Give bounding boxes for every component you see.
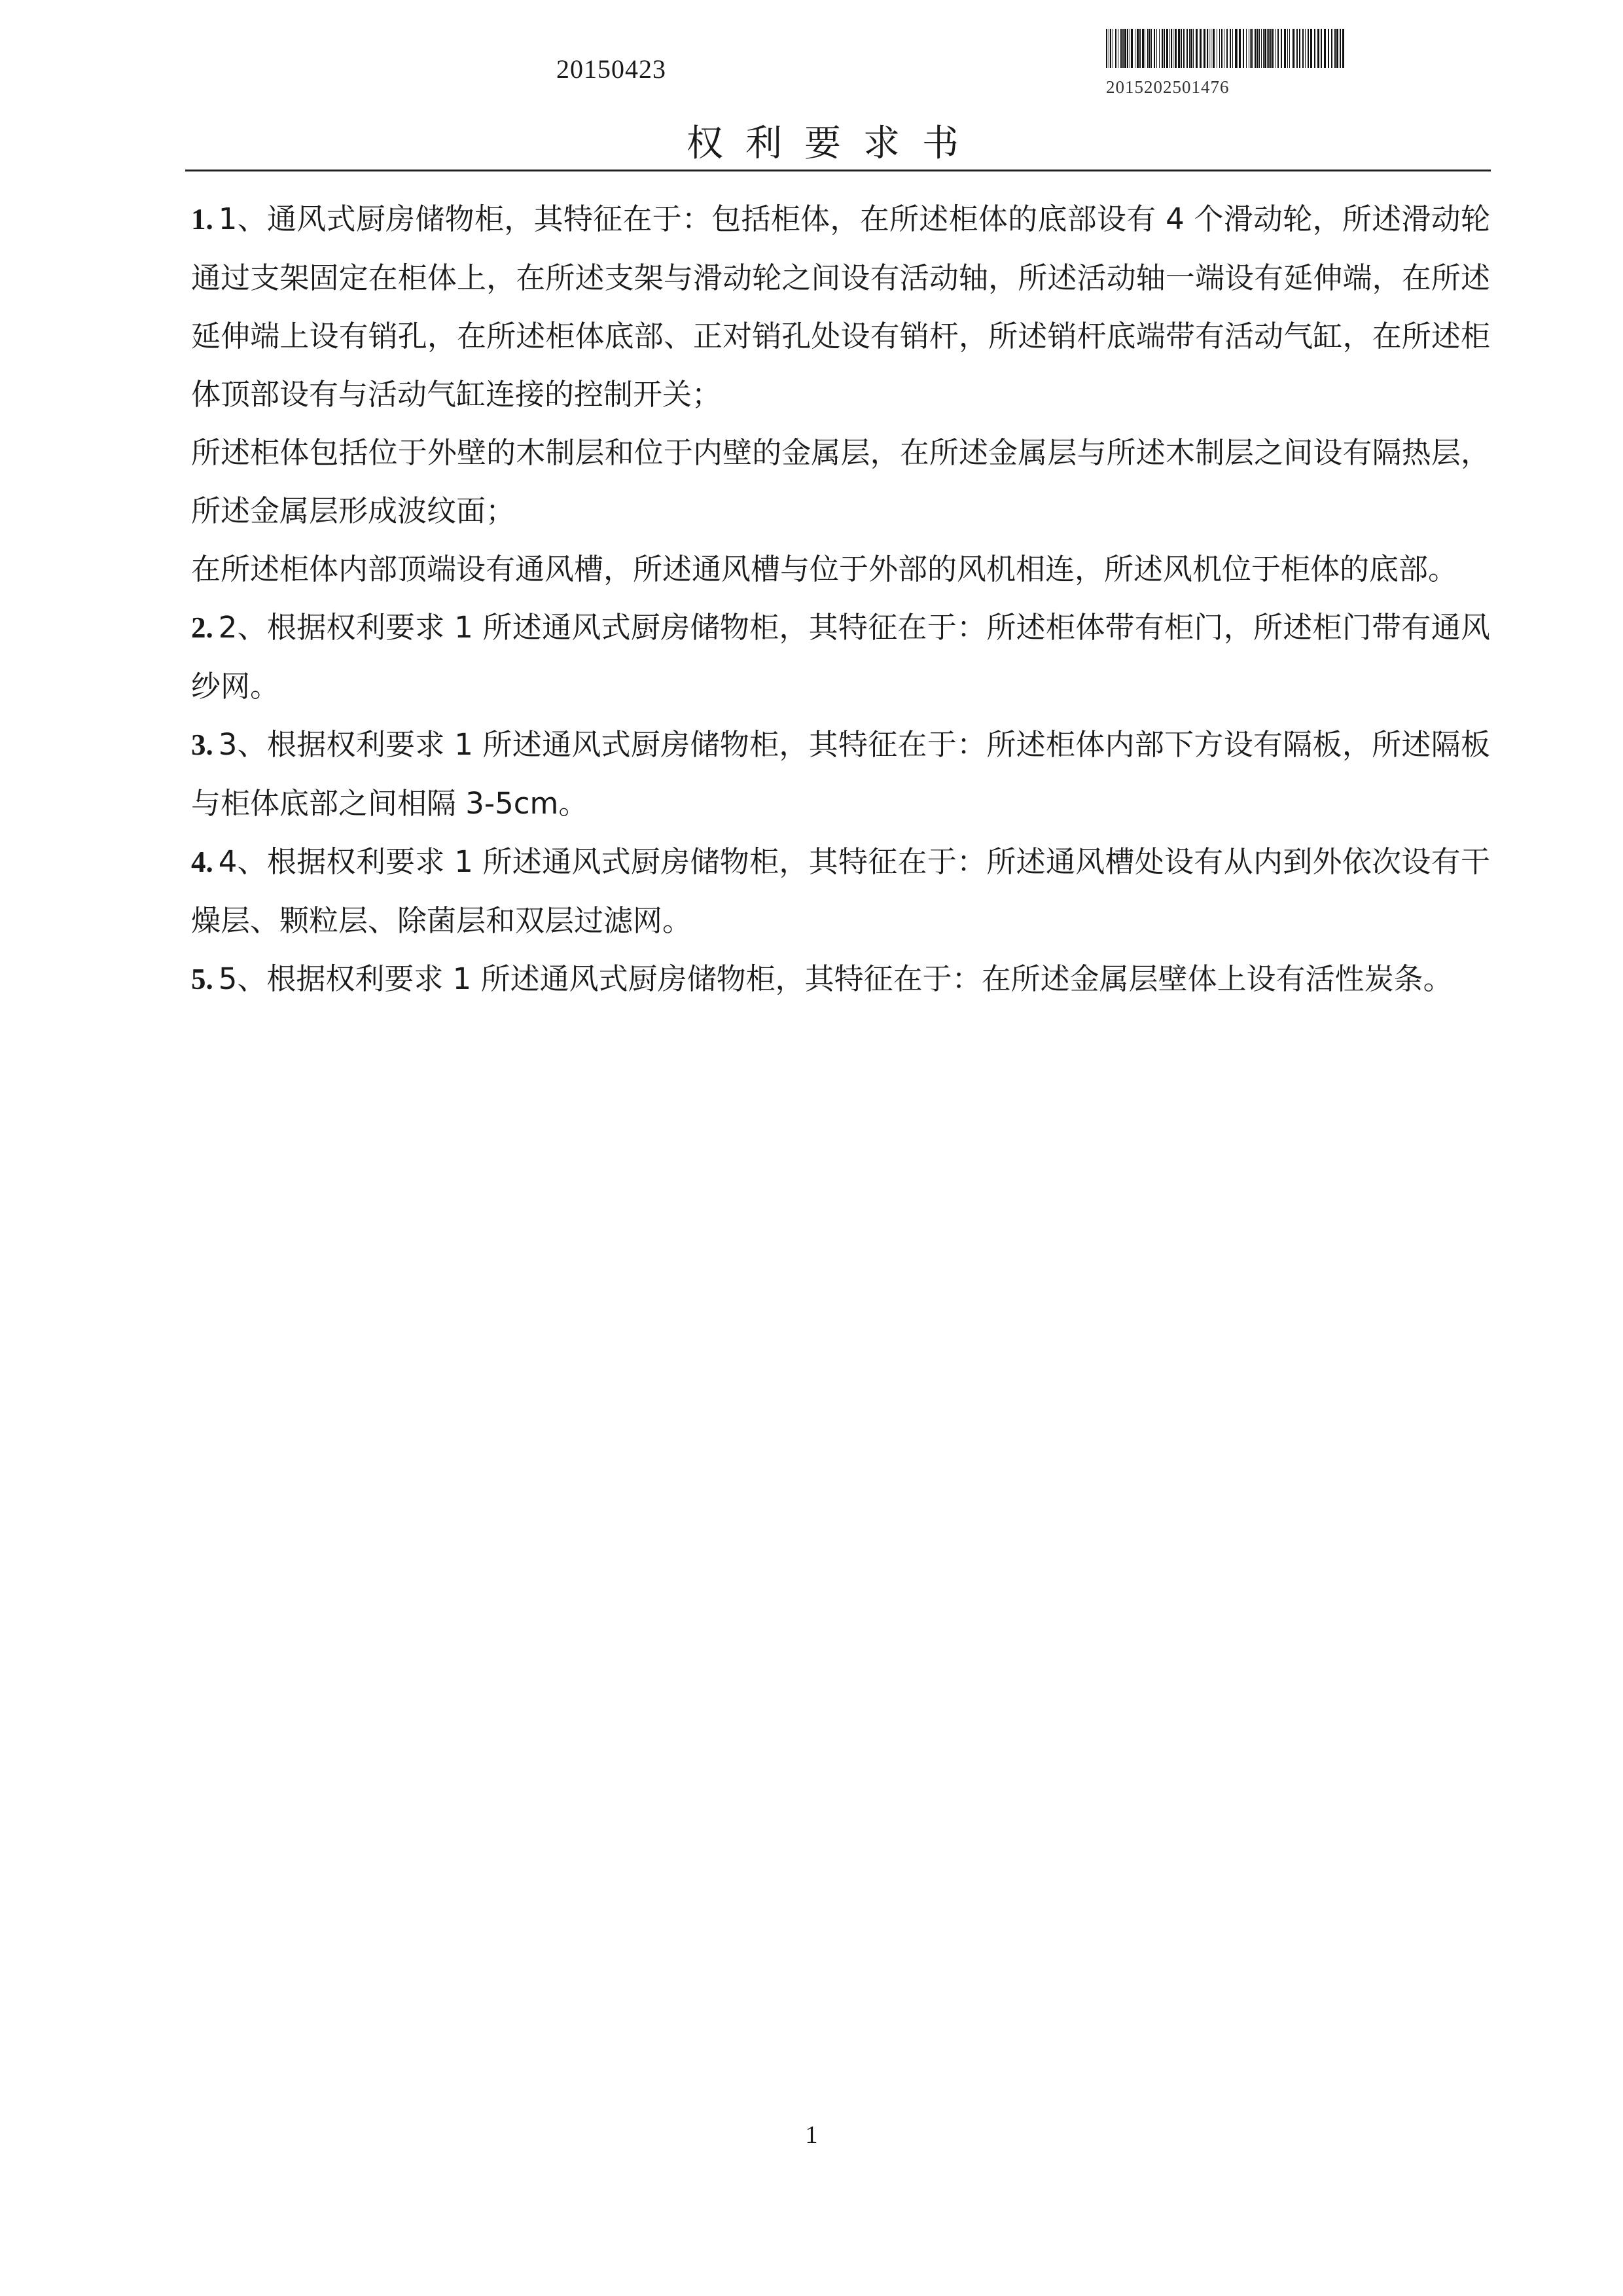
claim-paragraph <box>191 950 1490 1009</box>
claim-number: 3. <box>191 728 213 761</box>
claim-2 <box>191 598 1490 715</box>
claim-paragraph <box>191 190 1490 423</box>
claim-5 <box>191 950 1490 1009</box>
claim-text: 4、根据权利要求 1 所述通风式厨房储物柜，其特征在于：所述通风槽处设有从内到外依次设有干燥层、颗粒层、除菌层和双层过滤网。 <box>191 844 1490 938</box>
claim-number: 4. <box>191 846 213 878</box>
barcode-icon <box>1106 29 1348 68</box>
claim-number: 1. <box>191 203 213 236</box>
claims-section <box>191 190 1490 1009</box>
title-rule <box>185 170 1491 171</box>
claim-paragraph <box>191 833 1490 950</box>
claim-paragraph <box>191 598 1490 715</box>
claim-1 <box>191 190 1490 598</box>
document-title: 权利要求书 <box>687 122 981 165</box>
claim-text: 2、根据权利要求 1 所述通风式厨房储物柜，其特征在于：所述柜体带有柜门，所述柜门带有通风纱网。 <box>191 610 1490 704</box>
claim-number: 5. <box>191 963 213 996</box>
claim-3 <box>191 715 1490 833</box>
page-number: 1 <box>805 2121 818 2149</box>
claim-text: 1、通风式厨房储物柜，其特征在于：包括柜体，在所述柜体的底部设有 4 个滑动轮，所述滑动轮通过支架固定在柜体上，在所述支架与滑动轮之间设有活动轴，所述活动轴一端设有延伸端，在所述延伸端上设有销孔，在所述柜体底部、正对销孔处设有销杆，所述销杆底端带有活动气缸，在所述柜体顶部设有与活动气缸连接的控制开关； <box>191 202 1490 412</box>
claim-4 <box>191 833 1490 950</box>
claim-paragraph: 所述柜体包括位于外壁的木制层和位于内壁的金属层，在所述金属层与所述木制层之间设有隔热层，所述金属层形成波纹面； <box>191 435 1490 528</box>
header-date: 20150423 <box>556 54 666 84</box>
barcode-number: 2015202501476 <box>1106 77 1230 97</box>
claim-paragraph <box>191 715 1490 833</box>
claim-paragraph: 在所述柜体内部顶端设有通风槽，所述通风槽与位于外部的风机相连，所述风机位于柜体的底部。 <box>191 552 1458 586</box>
claim-text: 3、根据权利要求 1 所述通风式厨房储物柜，其特征在于：所述柜体内部下方设有隔板，所述隔板与柜体底部之间相隔 3-5cm。 <box>191 727 1490 821</box>
claim-number: 2. <box>191 611 213 644</box>
claim-text: 5、根据权利要求 1 所述通风式厨房储物柜，其特征在于：在所述金属层壁体上设有活性炭条。 <box>218 961 1453 996</box>
